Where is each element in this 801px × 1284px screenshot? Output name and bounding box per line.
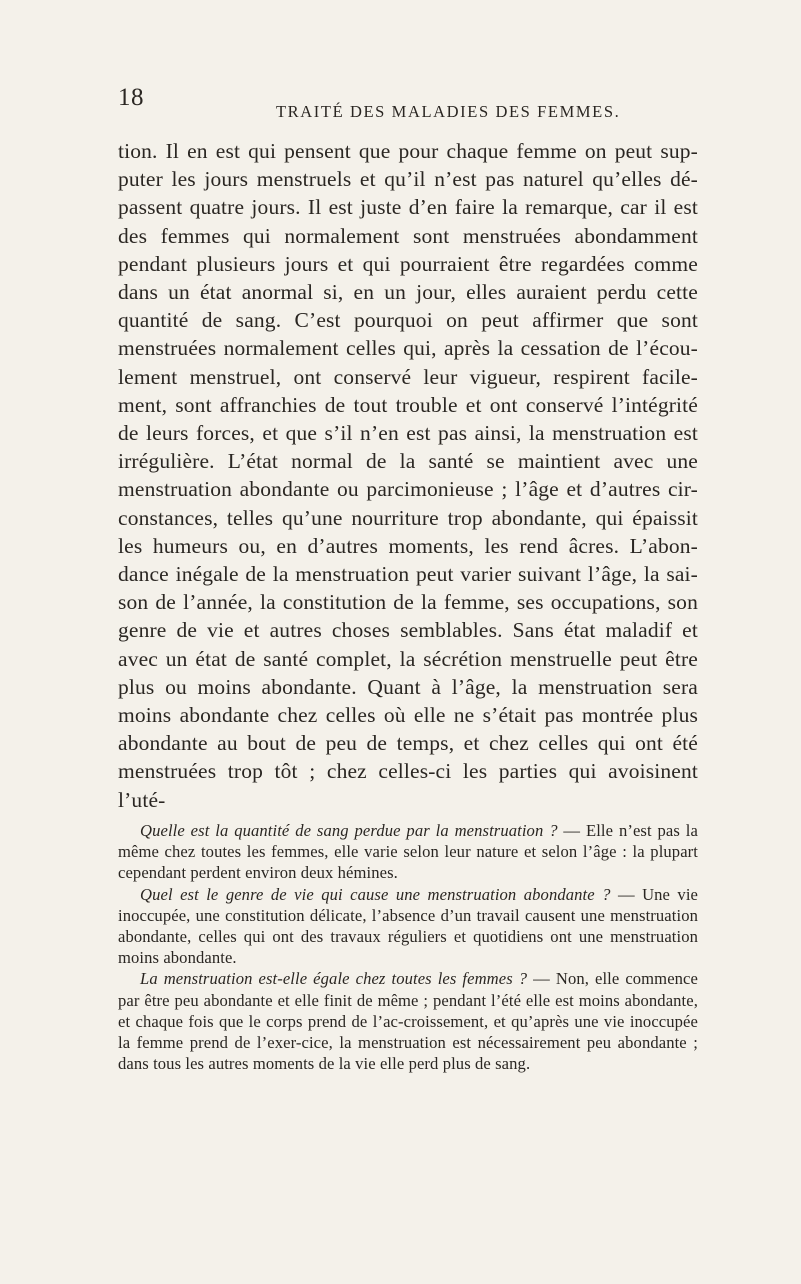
footnote-3-question: La menstruation est-elle égale chez toutes les femmes ? — [140, 969, 528, 989]
footnote-2-answer: — Une vie inoccupée, une constitution délicate, l’absence d’un travail causent une menstruation abondante, celles qui ont des travaux réguliers et quotidiens ont une menstruation moins abondante. — [118, 884, 699, 968]
footnote-2-question: Quel est le genre de vie qui cause une menstruation abondante ? — [140, 884, 611, 904]
page-number: 18 — [118, 84, 144, 111]
footnote-3 — [118, 968, 698, 1074]
footnote-2 — [118, 884, 698, 969]
body-paragraph: tion. Il en est qui pensent que pour chaque femme on peut sup-puter les jours menstruels et qu’il n’est pas naturel qu’elles dé-passent quatre jours. Il est juste d’en faire la remarque, car il est des femmes qui normalement sont menstruées abondamment pendant plusieurs jours et qui pourraient être regardées comme dans un état anormal si, en un jour, elles auraient perdu cette quantité de sang. C’est pourquoi on peut affirmer que sont menstruées normalement celles qui, après la cessation de l’écou-lement menstruel, ont conservé leur vigueur, respirent facile-ment, sont affranchies de tout trouble et ont conservé l’intégrité de leurs forces, et que s’il n’en est pas ainsi, la menstruation est irrégulière. L’état normal de la santé se maintient avec une menstruation abondante ou parcimonieuse ; l’âge et d’autres cir-constances, telles qu’une nourriture trop abondante, qui épaissit les humeurs ou, en d’autres moments, les rend âcres. L’abon-dance inégale de la menstruation peut varier suivant l’âge, la sai-son de l’année, la constitution de la femme, ses occupations, son genre de vie et autres choses semblables. Sans état maladif et avec un état de santé complet, la sécrétion menstruelle peut être plus ou moins abondante. Quant à l’âge, la menstruation sera moins abondante chez celles où elle ne s’était pas montrée plus abondante au bout de peu de temps, et chez celles qui ont été menstruées trop tôt ; chez celles-ci les parties qui avoisinent l’uté- — [118, 139, 698, 812]
footnotes — [118, 820, 698, 1074]
page-header — [118, 84, 678, 124]
footnote-3-answer: — Non, elle commence par être peu abondante et elle finit de même ; pendant l’été elle est moins abondante, et chaque fois que le corps prend de l’ac-croissement, et qu’après une vie inoccupée la femme prend de l’exer-cice, la menstruation est nécessairement peu abondante ; dans tous les autres moments de la vie elle perd plus de sang. — [118, 969, 698, 1074]
footnote-1-question: Quelle est la quantité de sang perdue par la menstruation ? — [140, 821, 558, 840]
footnote-1 — [118, 820, 698, 884]
footnote-1-answer: — Elle n’est pas la même chez toutes les femmes, elle varie selon leur nature et selon l’âge : la plupart cependant perdent environ deux hémines. — [118, 821, 698, 883]
running-title: TRAITÉ DES MALADIES DES FEMMES. — [276, 102, 621, 121]
